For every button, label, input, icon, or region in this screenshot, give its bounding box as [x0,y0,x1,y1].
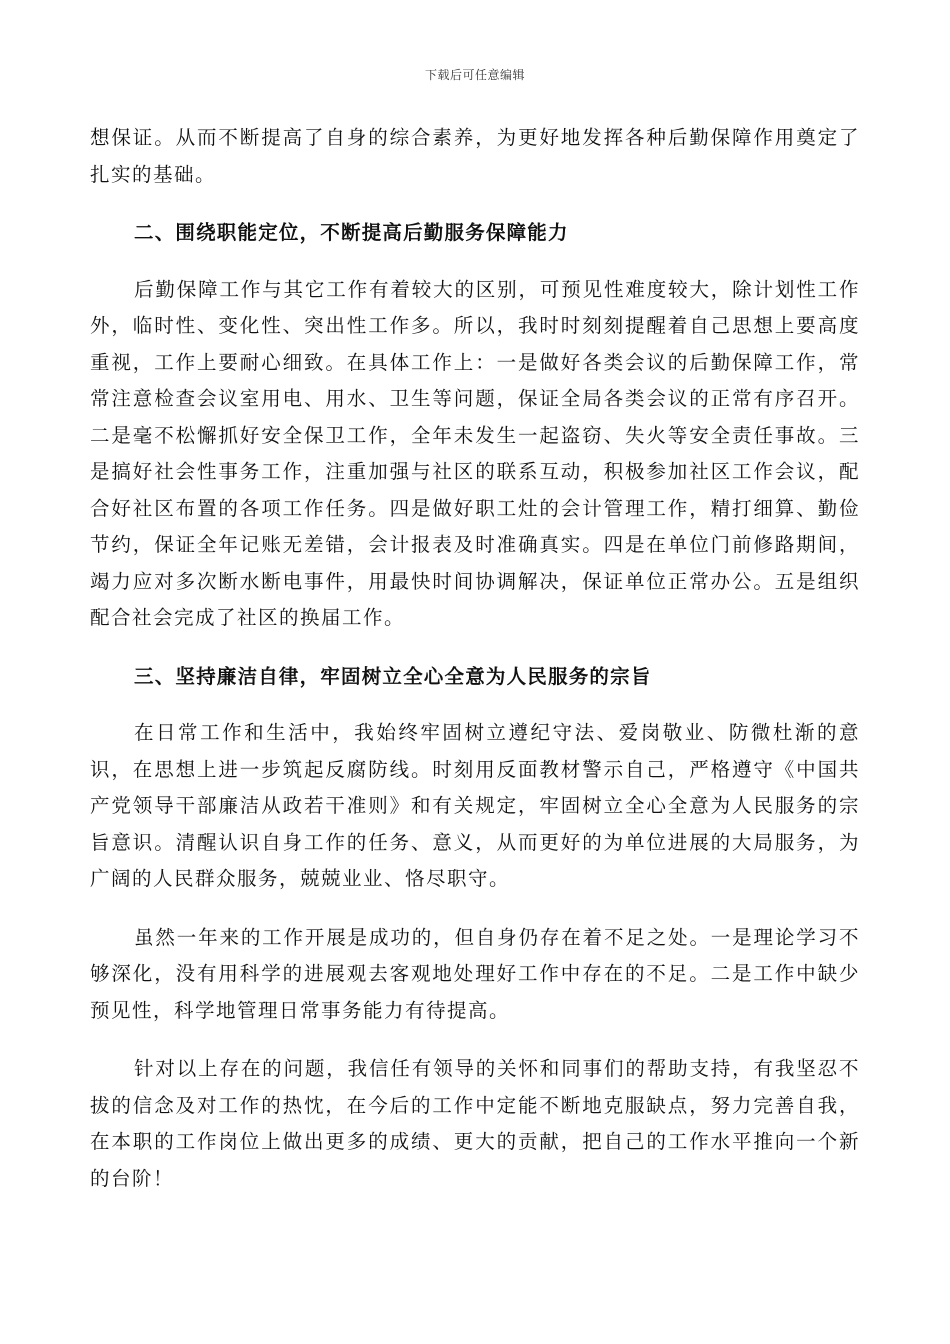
paragraph-logistics: 后勤保障工作与其它工作有着较大的区别，可预见性难度较大，除计划性工作外，临时性、变化性、突出性工作多。所以，我时时刻刻提醒着自己思想上要高度重视，工作上要耐心细致。在具体工作上：一是做好各类会议的后勤保障工作，常常注意检查会议室用电、用水、卫生等问题，保证全局各类会议的正常有序召开。二是毫不松懈抓好安全保卫工作，全年未发生一起盗窃、失火等安全责任事故。三是搞好社会性事务工作，注重加强与社区的联系互动，积极参加社区工作会议，配合好社区布置的各项工作任务。四是做好职工灶的会计管理工作，精打细算、勤俭节约，保证全年记账无差错，会计报表及时准确真实。四是在单位门前修路期间，竭力应对多次断水断电事件，用最快时间协调解决，保证单位正常办公。五是组织配合社会完成了社区的换届工作。 [90,277,860,629]
paragraph-continuation: 想保证。从而不断提高了自身的综合素养，为更好地发挥各种后勤保障作用奠定了扎实的基础。 [90,126,860,186]
paragraph-integrity: 在日常工作和生活中，我始终牢固树立遵纪守法、爱岗敬业、防微杜渐的意识，在思想上进一步筑起反腐防线。时刻用反面教材警示自己，严格遵守《中国共产党领导干部廉洁从政若干准则》和有关规定，牢固树立全心全意为人民服务的宗旨意识。清醒认识自身工作的任务、意义，从而更好的为单位进展的大局服务，为广阔的人民群众服务，兢兢业业、恪尽职守。 [90,721,860,890]
page-header-note: 下载后可任意编辑 [424,68,525,82]
paragraph-shortcomings: 虽然一年来的工作开展是成功的，但自身仍存在着不足之处。一是理论学习不够深化，没有用科学的进展观去客观地处理好工作中存在的不足。二是工作中缺少预见性，科学地管理日常事务能力有待提高。 [90,925,860,1022]
paragraph-improvement: 针对以上存在的问题，我信任有领导的关怀和同事们的帮助支持，有我坚忍不拔的信念及对工作的热忱，在今后的工作中定能不断地克服缺点，努力完善自我，在本职的工作岗位上做出更多的成绩、更大的贡献，把自己的工作水平推向一个新的台阶！ [90,1057,860,1190]
section-heading-2: 二、围绕职能定位，不断提高后勤服务保障能力 [134,221,569,244]
section-heading-3: 三、坚持廉洁自律，牢固树立全心全意为人民服务的宗旨 [134,664,652,688]
document-body [90,120,860,1197]
